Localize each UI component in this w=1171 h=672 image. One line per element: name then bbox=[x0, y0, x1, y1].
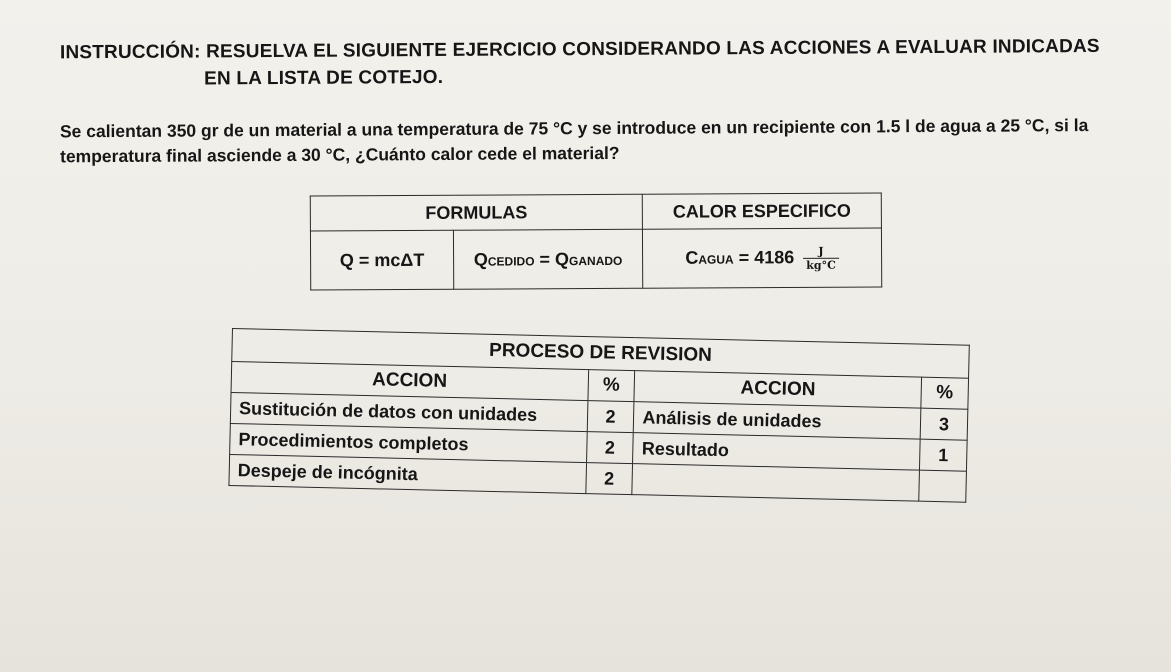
formulas-header-row bbox=[310, 193, 881, 231]
unit-denominator: kg°C bbox=[806, 258, 836, 272]
formulas-table bbox=[310, 193, 882, 291]
unit-numerator: J bbox=[803, 244, 839, 258]
problem-statement: Se calientan 350 gr de un material a una temperatura de 75 °C y se introduce en un recipiente con 1.5 l de agua a 25 °C, si la temperatura final asciende a 30 °C, ¿Cuánto calor cede el material? bbox=[59, 115, 1089, 167]
pct-left: 2 bbox=[585, 463, 633, 495]
pct-left: 2 bbox=[586, 432, 634, 464]
unit-fraction bbox=[803, 244, 839, 271]
accion-right: Resultado bbox=[633, 433, 920, 470]
pct-right bbox=[919, 470, 967, 502]
formulas-header: FORMULAS bbox=[310, 194, 642, 231]
heat-formula: Q = mcΔT bbox=[310, 230, 453, 290]
equals-sign: = bbox=[534, 248, 556, 269]
c-agua-subscript: AGUA bbox=[698, 252, 734, 267]
instruction-line-1: INSTRUCCIÓN: RESUELVA EL SIGUIENTE EJERCICIO CONSIDERANDO LAS ACCIONES A EVALUAR INDICADAS bbox=[59, 35, 1100, 64]
specific-heat-value: = 4186 bbox=[733, 246, 800, 268]
instruction-line-2: EN LA LISTA DE COTEJO. bbox=[204, 66, 444, 90]
accion-left: Despeje de incógnita bbox=[229, 454, 586, 493]
review-title: PROCESO DE REVISION bbox=[232, 329, 970, 379]
pct-right: 1 bbox=[919, 439, 967, 471]
q-ganado-subscript: GANADO bbox=[569, 253, 623, 268]
accion-header-right: ACCION bbox=[634, 371, 921, 408]
accion-left: Procedimientos completos bbox=[230, 423, 587, 462]
heat-balance-formula bbox=[453, 229, 642, 289]
accion-right bbox=[632, 464, 919, 501]
instruction-text bbox=[60, 33, 1150, 94]
q-symbol: Q bbox=[554, 248, 570, 269]
q-symbol: Q bbox=[473, 249, 488, 270]
formulas-row bbox=[310, 228, 881, 290]
accion-left: Sustitución de datos con unidades bbox=[230, 392, 587, 431]
review-table bbox=[228, 328, 969, 503]
c-symbol: C bbox=[685, 247, 699, 268]
pct-header-left: % bbox=[587, 370, 635, 402]
pct-header-right: % bbox=[921, 377, 969, 409]
pct-left: 2 bbox=[587, 401, 635, 433]
accion-header-left: ACCION bbox=[231, 362, 588, 401]
specific-heat-header: CALOR ESPECIFICO bbox=[642, 193, 881, 229]
pct-right: 3 bbox=[920, 408, 968, 440]
water-specific-heat bbox=[642, 228, 881, 288]
accion-right: Análisis de unidades bbox=[634, 402, 921, 439]
q-cedido-subscript: CEDIDO bbox=[487, 253, 535, 269]
